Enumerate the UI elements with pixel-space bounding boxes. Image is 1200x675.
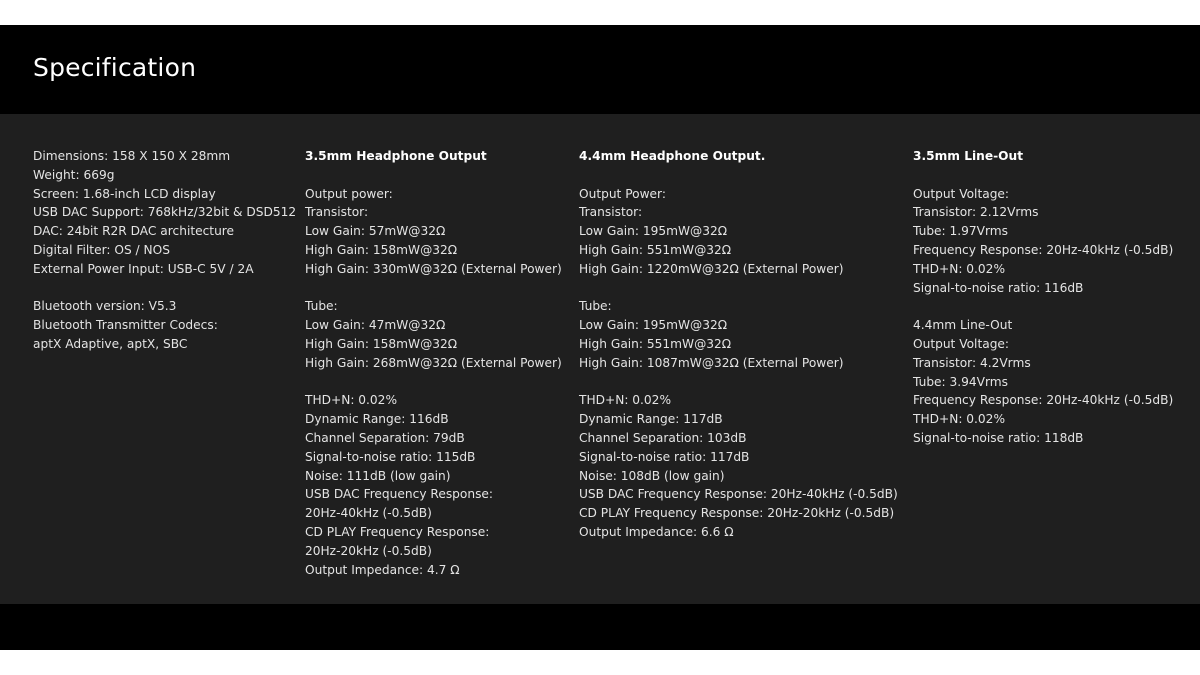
- spec-line: Low Gain: 195mW@32Ω: [579, 224, 728, 239]
- spec-line: Low Gain: 57mW@32Ω: [305, 224, 446, 239]
- spec-line: Transistor: 2.12Vrms: [913, 205, 1039, 220]
- spec-line: Signal-to-noise ratio: 116dB: [913, 280, 1084, 295]
- bottom-margin: [0, 650, 1200, 675]
- spec-line: THD+N: 0.02%: [305, 393, 398, 408]
- spec-line: Channel Separation: 79dB: [305, 430, 465, 445]
- line-out-column: [913, 147, 1173, 448]
- spec-line: Transistor:: [579, 205, 643, 220]
- spec-line: High Gain: 158mW@32Ω: [305, 242, 458, 257]
- spec-line: THD+N: 0.02%: [913, 261, 1006, 276]
- spec-line: Frequency Response: 20Hz-40kHz (-0.5dB): [913, 393, 1174, 408]
- spacer: [305, 373, 562, 392]
- spec-line: High Gain: 330mW@32Ω (External Power): [305, 261, 562, 276]
- spacer: [33, 279, 296, 298]
- spec-line: Bluetooth Transmitter Codecs:: [33, 318, 218, 333]
- spec-line: External Power Input: USB-C 5V / 2A: [33, 261, 254, 276]
- spec-line: USB DAC Frequency Response: 20Hz-40kHz (-0.5dB): [579, 487, 898, 502]
- spec-line: Output power:: [305, 186, 393, 201]
- spec-line: CD PLAY Frequency Response:: [305, 524, 490, 539]
- spec-line: Bluetooth version: V5.3: [33, 299, 177, 314]
- spec-line: Tube:: [579, 299, 612, 314]
- spacer: [579, 166, 898, 185]
- spec-line: Transistor: 4.2Vrms: [913, 355, 1031, 370]
- spec-line: Noise: 111dB (low gain): [305, 468, 451, 483]
- spec-line: Weight: 669g: [33, 167, 115, 182]
- spec-line: Tube: 1.97Vrms: [913, 224, 1009, 239]
- spec-line: Low Gain: 47mW@32Ω: [305, 318, 446, 333]
- spec-line: aptX Adaptive, aptX, SBC: [33, 336, 188, 351]
- spacer: [305, 279, 562, 298]
- spec-line: Channel Separation: 103dB: [579, 430, 747, 445]
- page-title: Specification: [33, 53, 197, 82]
- header-bar: [0, 25, 1200, 114]
- spec-line: Screen: 1.68-inch LCD display: [33, 186, 216, 201]
- spec-line: High Gain: 1220mW@32Ω (External Power): [579, 261, 844, 276]
- spec-line: Low Gain: 195mW@32Ω: [579, 318, 728, 333]
- spec-line: Dimensions: 158 X 150 X 28mm: [33, 149, 231, 163]
- spec-line: Noise: 108dB (low gain): [579, 468, 725, 483]
- spec-line: Signal-to-noise ratio: 117dB: [579, 449, 750, 464]
- spec-line: High Gain: 268mW@32Ω (External Power): [305, 355, 562, 370]
- spec-line: Tube:: [305, 299, 338, 314]
- column-heading: 3.5mm Headphone Output: [305, 149, 487, 163]
- top-margin: [0, 0, 1200, 25]
- spec-line: 20Hz-20kHz (-0.5dB): [305, 543, 432, 558]
- spacer: [579, 373, 898, 392]
- spec-line: Tube: 3.94Vrms: [913, 374, 1009, 389]
- spacer: [913, 166, 1173, 185]
- spec-line: Dynamic Range: 116dB: [305, 412, 449, 427]
- spec-line: Output Voltage:: [913, 186, 1010, 201]
- spec-line: USB DAC Support: 768kHz/32bit & DSD512: [33, 205, 297, 220]
- headphone-4-4mm-column: [579, 147, 898, 542]
- spec-line: THD+N: 0.02%: [579, 393, 672, 408]
- spec-line: Output Impedance: 4.7 Ω: [305, 562, 460, 577]
- footer-bar: [0, 604, 1200, 650]
- spec-line: Output Voltage:: [913, 336, 1010, 351]
- spec-line: Signal-to-noise ratio: 115dB: [305, 449, 476, 464]
- spec-line: High Gain: 551mW@32Ω: [579, 336, 732, 351]
- spec-line: Dynamic Range: 117dB: [579, 412, 723, 427]
- spec-line: 4.4mm Line-Out: [913, 318, 1013, 333]
- spec-line: Signal-to-noise ratio: 118dB: [913, 430, 1084, 445]
- spec-line: High Gain: 158mW@32Ω: [305, 336, 458, 351]
- spec-line: High Gain: 1087mW@32Ω (External Power): [579, 355, 844, 370]
- spacer: [913, 297, 1173, 316]
- spec-line: Transistor:: [305, 205, 369, 220]
- headphone-3-5mm-column: [305, 147, 562, 579]
- spec-line: DAC: 24bit R2R DAC architecture: [33, 224, 235, 239]
- general-spec-column: [33, 147, 296, 354]
- spec-line: Frequency Response: 20Hz-40kHz (-0.5dB): [913, 242, 1174, 257]
- spec-line: THD+N: 0.02%: [913, 412, 1006, 427]
- spacer: [305, 166, 562, 185]
- spec-line: Digital Filter: OS / NOS: [33, 242, 170, 257]
- column-heading: 4.4mm Headphone Output.: [579, 149, 766, 163]
- spec-line: USB DAC Frequency Response:: [305, 487, 494, 502]
- spec-line: Output Impedance: 6.6 Ω: [579, 524, 734, 539]
- spec-line: Output Power:: [579, 186, 666, 201]
- spacer: [579, 279, 898, 298]
- spec-line: 20Hz-40kHz (-0.5dB): [305, 506, 432, 521]
- spec-line: CD PLAY Frequency Response: 20Hz-20kHz (-0.5dB): [579, 506, 895, 521]
- column-heading: 3.5mm Line-Out: [913, 149, 1024, 163]
- spec-line: High Gain: 551mW@32Ω: [579, 242, 732, 257]
